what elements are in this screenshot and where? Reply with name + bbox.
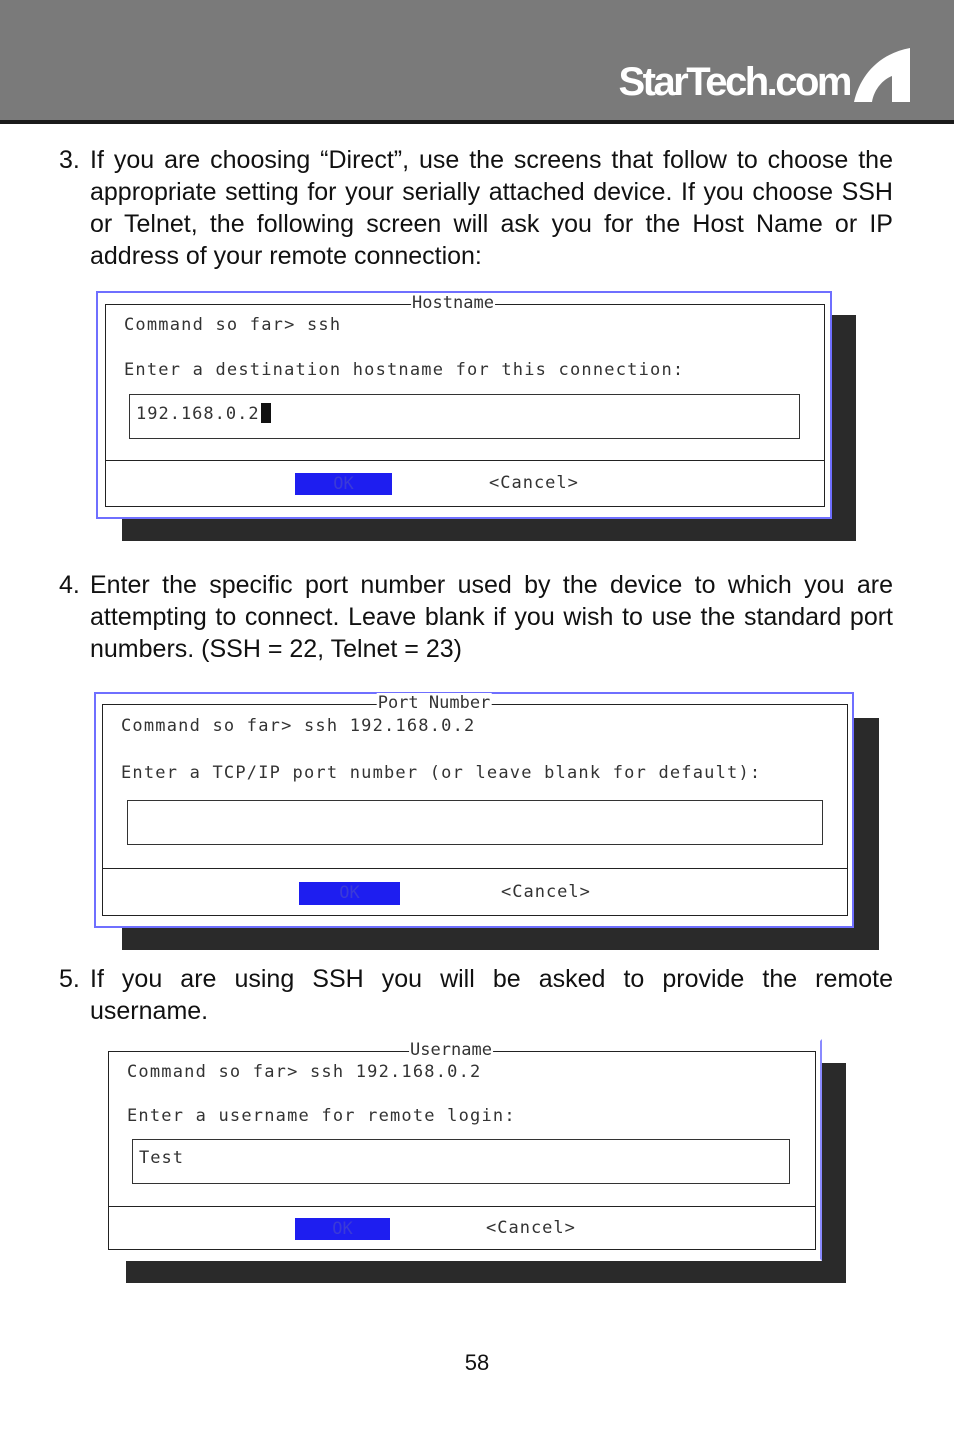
step-text: If you are choosing “Direct”, use the screens that follow to choose the appropriate setting for your serially attached device. If you choose SSH or Telnet, the following screen will ask you for the Host Name or IP address of your remote connection: xyxy=(90,146,893,270)
command-line: Command so far> ssh 192.168.0.2 xyxy=(121,716,476,736)
hostname-value: 192.168.0.2 xyxy=(136,403,271,424)
hostname-input[interactable] xyxy=(129,394,800,439)
port-number-input[interactable] xyxy=(127,800,823,845)
ok-button[interactable]: OK xyxy=(295,1218,390,1240)
step-number: 5. xyxy=(59,965,80,993)
ok-button[interactable]: OK xyxy=(295,473,392,495)
button-divider xyxy=(109,1206,815,1207)
page-number: 58 xyxy=(464,1350,490,1375)
logo-text: StarTech.com xyxy=(618,60,850,104)
startech-swoosh-icon xyxy=(852,46,910,104)
page-header xyxy=(0,0,954,124)
username-input[interactable] xyxy=(132,1139,790,1184)
step-number: 4. xyxy=(59,571,80,599)
dialog-title: Hostname xyxy=(412,293,494,313)
step-5 xyxy=(59,963,893,1027)
cancel-button[interactable]: <Cancel> xyxy=(486,1218,576,1238)
startech-logo xyxy=(618,44,910,104)
cancel-button[interactable]: <Cancel> xyxy=(489,473,579,493)
cancel-button[interactable]: <Cancel> xyxy=(501,882,591,902)
step-text-line-2: username. xyxy=(90,997,209,1025)
text-cursor xyxy=(261,403,271,423)
button-divider xyxy=(106,460,824,461)
step-4 xyxy=(59,569,893,665)
dialog-box xyxy=(102,693,848,916)
dialog-title: Port Number xyxy=(377,693,491,713)
dialog-box xyxy=(105,293,825,507)
prompt-text: Enter a username for remote login: xyxy=(127,1106,516,1126)
ok-button[interactable]: OK xyxy=(299,882,400,905)
dialog-box xyxy=(108,1040,816,1250)
command-line: Command so far> ssh xyxy=(124,315,342,335)
prompt-text: Enter a TCP/IP port number (or leave blank for default): xyxy=(121,763,762,783)
prompt-text: Enter a destination hostname for this connection: xyxy=(124,360,685,380)
button-divider xyxy=(103,868,847,869)
port-number-dialog xyxy=(94,692,879,952)
command-line: Command so far> ssh 192.168.0.2 xyxy=(127,1062,482,1082)
dialog-title: Username xyxy=(410,1040,492,1060)
step-number: 3. xyxy=(59,146,80,174)
username-value: Test xyxy=(139,1148,184,1168)
username-dialog xyxy=(102,1039,846,1285)
hostname-dialog xyxy=(96,291,856,543)
step-text-line-1: If you are using SSH you will be asked to provide the remote xyxy=(90,965,893,993)
step-3 xyxy=(59,144,893,272)
step-text: Enter the specific port number used by the device to which you are attempting to connect. Leave blank if you wish to use the standard port numbers. (SSH = 22, Telnet = 23) xyxy=(90,571,893,663)
